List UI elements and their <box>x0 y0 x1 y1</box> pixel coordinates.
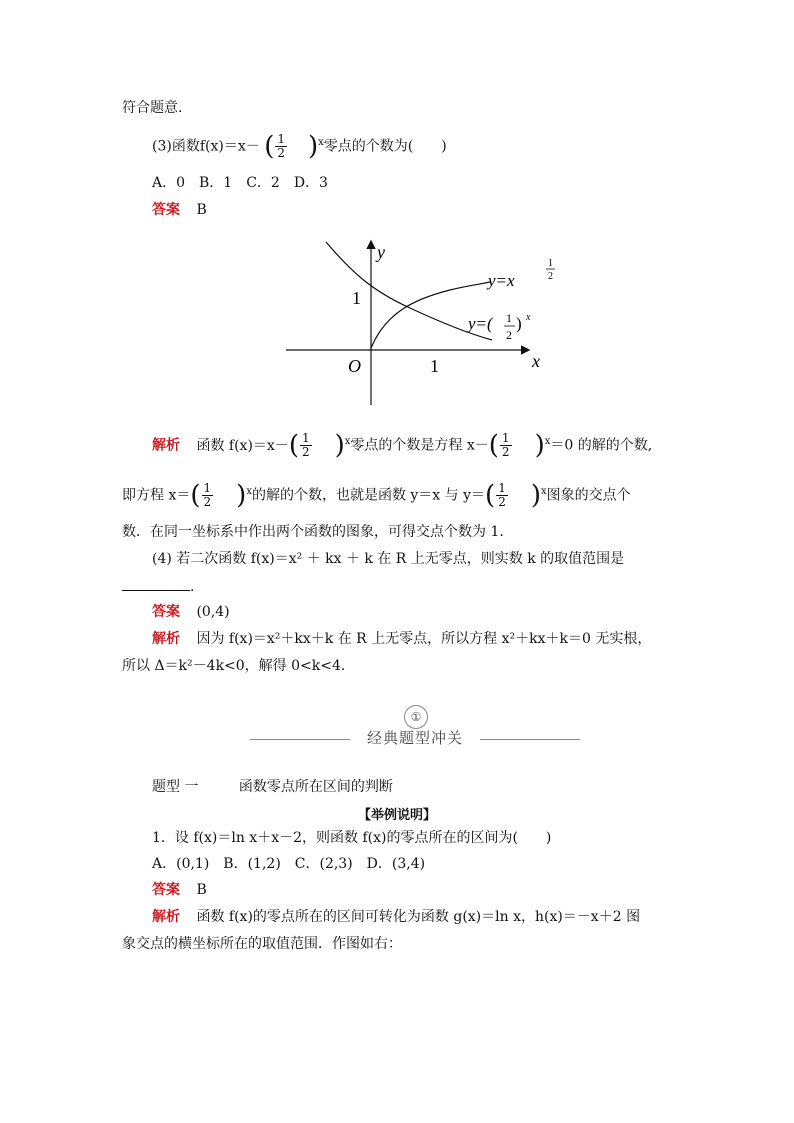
type-1-heading: 题型 一 函数零点所在区间的判断 <box>152 779 393 795</box>
tick-label-x-1: 1 <box>430 356 439 376</box>
origin-label: O <box>348 356 361 376</box>
example-header: 【举例说明】 <box>357 808 436 823</box>
curve-exp-label-right: ) <box>516 314 522 333</box>
y-axis-label: y <box>377 242 385 262</box>
question-3-options: A．0 B．1 C．2 D．3 <box>152 175 328 191</box>
section-banner <box>250 703 580 747</box>
answer-label: 答案 <box>152 202 180 218</box>
curve-exp-label-left: y=( <box>468 314 493 333</box>
curve-power-exp-num: 1 <box>548 258 553 269</box>
example-1-solution-line-2: 象交点的横坐标所在的取值范围．作图如右： <box>122 936 402 952</box>
question-4-solution-line-2: 所以 Δ＝k²－4k<0，解得 0<k<4. <box>122 658 346 674</box>
section-title: 经典题型冲关 <box>366 729 463 747</box>
x-axis-label: x <box>532 351 540 371</box>
example-1-options: A．(0,1) B．(1,2) C．(2,3) D．(3,4) <box>152 856 426 872</box>
tick-label-y-1: 1 <box>352 288 361 308</box>
solution-label: 解析 <box>152 909 180 925</box>
answer-label: 答案 <box>152 882 180 898</box>
curve-exp-frac-num: 1 <box>506 311 512 325</box>
curve-power-exp-den: 2 <box>548 271 553 282</box>
question-4-answer: 答案 (0,4) <box>152 604 230 620</box>
curve-exp-exp: x <box>526 312 531 323</box>
question-3-solution-line-3: 数．在同一坐标系中作出两个函数的图象，可得交点个数为 1. <box>122 524 504 540</box>
section-icon: ① <box>404 705 428 729</box>
question-3: (3)函数f(x)＝x－ ( $\frac{1}{2}$ )$^x$零点的个数为( ) <box>152 131 447 162</box>
solution-label: 解析 <box>152 631 180 647</box>
example-1-answer: 答案 B <box>152 882 207 898</box>
curve-power-label: y=x <box>488 271 515 290</box>
example-1-solution-line-1: 解析 函数 f(x)的零点所在的区间可转化为函数 g(x)＝ln x，h(x)＝－x＋2 图 <box>152 909 641 925</box>
answer-blank <box>122 576 190 591</box>
question-3-solution-line-2: 即方程 x＝( $\frac{1}{2}$ )$^x$的解的个数，也就是函数 y＝x 与 y＝( $\frac{1}{2}$ )$^x$图象的交点个 <box>122 480 631 511</box>
answer-label: 答案 <box>152 604 180 620</box>
question-3-answer: 答案 B <box>152 202 207 218</box>
function-graph <box>270 230 566 415</box>
question-3-solution-line-1: 解析 函数 f(x)＝x－( $\frac{1}{2}$ )$^x$零点的个数是方程 x－( $\frac{1}{2}$ )$^x$＝0 的解的个数, <box>152 430 653 461</box>
question-4-solution-line-1: 解析 因为 f(x)＝x²＋kx＋k 在 R 上无零点，所以方程 x²＋kx＋k＝0 无实根， <box>152 631 652 647</box>
curve-exp-frac-den: 2 <box>506 328 512 342</box>
fraction: $\frac{1}{2}$ <box>277 132 285 161</box>
intro-text: 符合题意. <box>122 100 183 116</box>
question-4-line-1: (4) 若二次函数 f(x)＝x² ＋ kx ＋ k 在 R 上无零点，则实数 k 的取值范围是 <box>152 551 625 567</box>
question-4-line-2: . <box>122 576 194 597</box>
example-1: 1．设 f(x)＝ln x＋x－2，则函数 f(x)的零点所在的区间为( ) <box>152 830 552 846</box>
solution-label: 解析 <box>152 437 180 454</box>
